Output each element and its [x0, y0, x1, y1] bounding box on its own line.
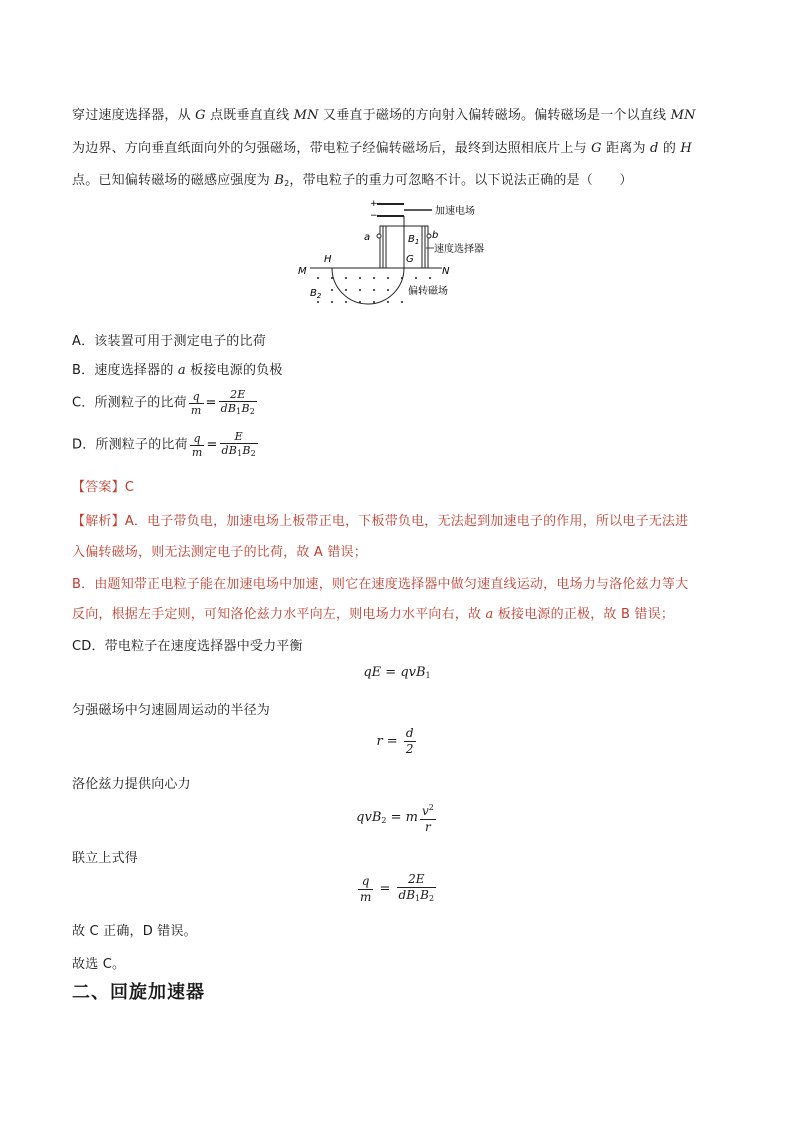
accel-field-label: 加速电场 [435, 206, 475, 217]
deflect-field-label: 偏转磁场 [408, 286, 448, 297]
intro-line-1: 穿过速度选择器，从 G 点既垂直直线 MN 又垂直于磁场的方向射入偏转磁场。偏转磁场是一个以直线 MN [72, 108, 696, 123]
label-N: N [442, 266, 450, 277]
section-heading: 二、回旋加速器 [72, 982, 205, 1003]
label-M: M [298, 266, 307, 277]
analysis-b-line-1: B．由题知带正电粒子能在加速电场中加速，则它在速度选择器中做匀速直线运动，电场力与洛伦兹力等大 [72, 577, 689, 592]
label-H: H [324, 254, 332, 265]
plus-sign: + [370, 199, 378, 209]
equation-2: r = $\frac{d}{2}$ [376, 726, 414, 756]
label-b: b [432, 230, 439, 241]
analysis-choose: 故选 C。 [72, 957, 126, 972]
option-d: D．所测粒子的比荷 $\frac{q}{m}$ = $\frac{E}{dB_1B_2}$ [72, 430, 256, 459]
plate-b [422, 226, 425, 268]
equation-3: qvB$_2$ = m $\frac{v^2}{r}$ [0, 800, 794, 835]
minus-sign: − [370, 211, 378, 221]
analysis-radius-text: 匀强磁场中匀速圆周运动的半径为 [72, 703, 271, 718]
intro-line-2: 为边界、方向垂直纸面向外的匀强磁场，带电粒子经偏转磁场后，最终到达照相底片上与 G 距离为 d 的 H [72, 141, 692, 156]
analysis-a-line-1: 【解析】A．电子带负电，加速电场上板带正电，下板带负电，无法起到加速电子的作用，所以电子无法进 [72, 514, 689, 529]
analysis-force-text: 洛伦兹力提供向心力 [72, 777, 191, 792]
terminal-b [427, 234, 431, 238]
option-a: A．该装置可用于测定电子的比荷 [72, 334, 266, 349]
label-G: G [406, 254, 414, 265]
analysis-combine-text: 联立上式得 [72, 851, 139, 866]
analysis-a-line-2: 入偏转磁场，则无法测定电子的比荷，故 A 错误； [72, 545, 367, 560]
option-c: C．所测粒子的比荷 $\frac{q}{m}$ = $\frac{2E}{dB_1B_2}$ [72, 388, 256, 417]
analysis-conclusion: 故 C 正确，D 错误。 [72, 924, 197, 939]
plate-a [383, 226, 386, 268]
analysis-cd-line: CD．带电粒子在速度选择器中受力平衡 [72, 639, 303, 654]
equation-1: qE = qvB$_1$ [363, 665, 431, 680]
label-B2: $B_2$ [310, 288, 322, 300]
apparatus-figure [292, 196, 502, 316]
terminal-a [377, 234, 381, 238]
analysis-b-line-2: 反向，根据左手定则，可知洛伦兹力水平向左，则电场力水平向右，故 a 板接电源的正极，故 B 错误； [72, 607, 675, 622]
label-B1: $B_1$ [408, 234, 420, 246]
option-b: B．速度选择器的 a 板接电源的负极 [72, 363, 283, 378]
answer-line: 【答案】C [72, 480, 135, 495]
intro-line-3: 点。已知偏转磁场的磁感应强度为 $B_2$，带电粒子的重力可忽略不计。以下说法正确的是（ ） [72, 173, 633, 188]
label-a: a [364, 232, 371, 243]
semicircle-path [332, 268, 404, 304]
equation-4: $\frac{q}{m}$ = $\frac{2E}{dB_1B_2}$ [359, 872, 435, 904]
selector-label: 速度选择器 [434, 244, 484, 255]
